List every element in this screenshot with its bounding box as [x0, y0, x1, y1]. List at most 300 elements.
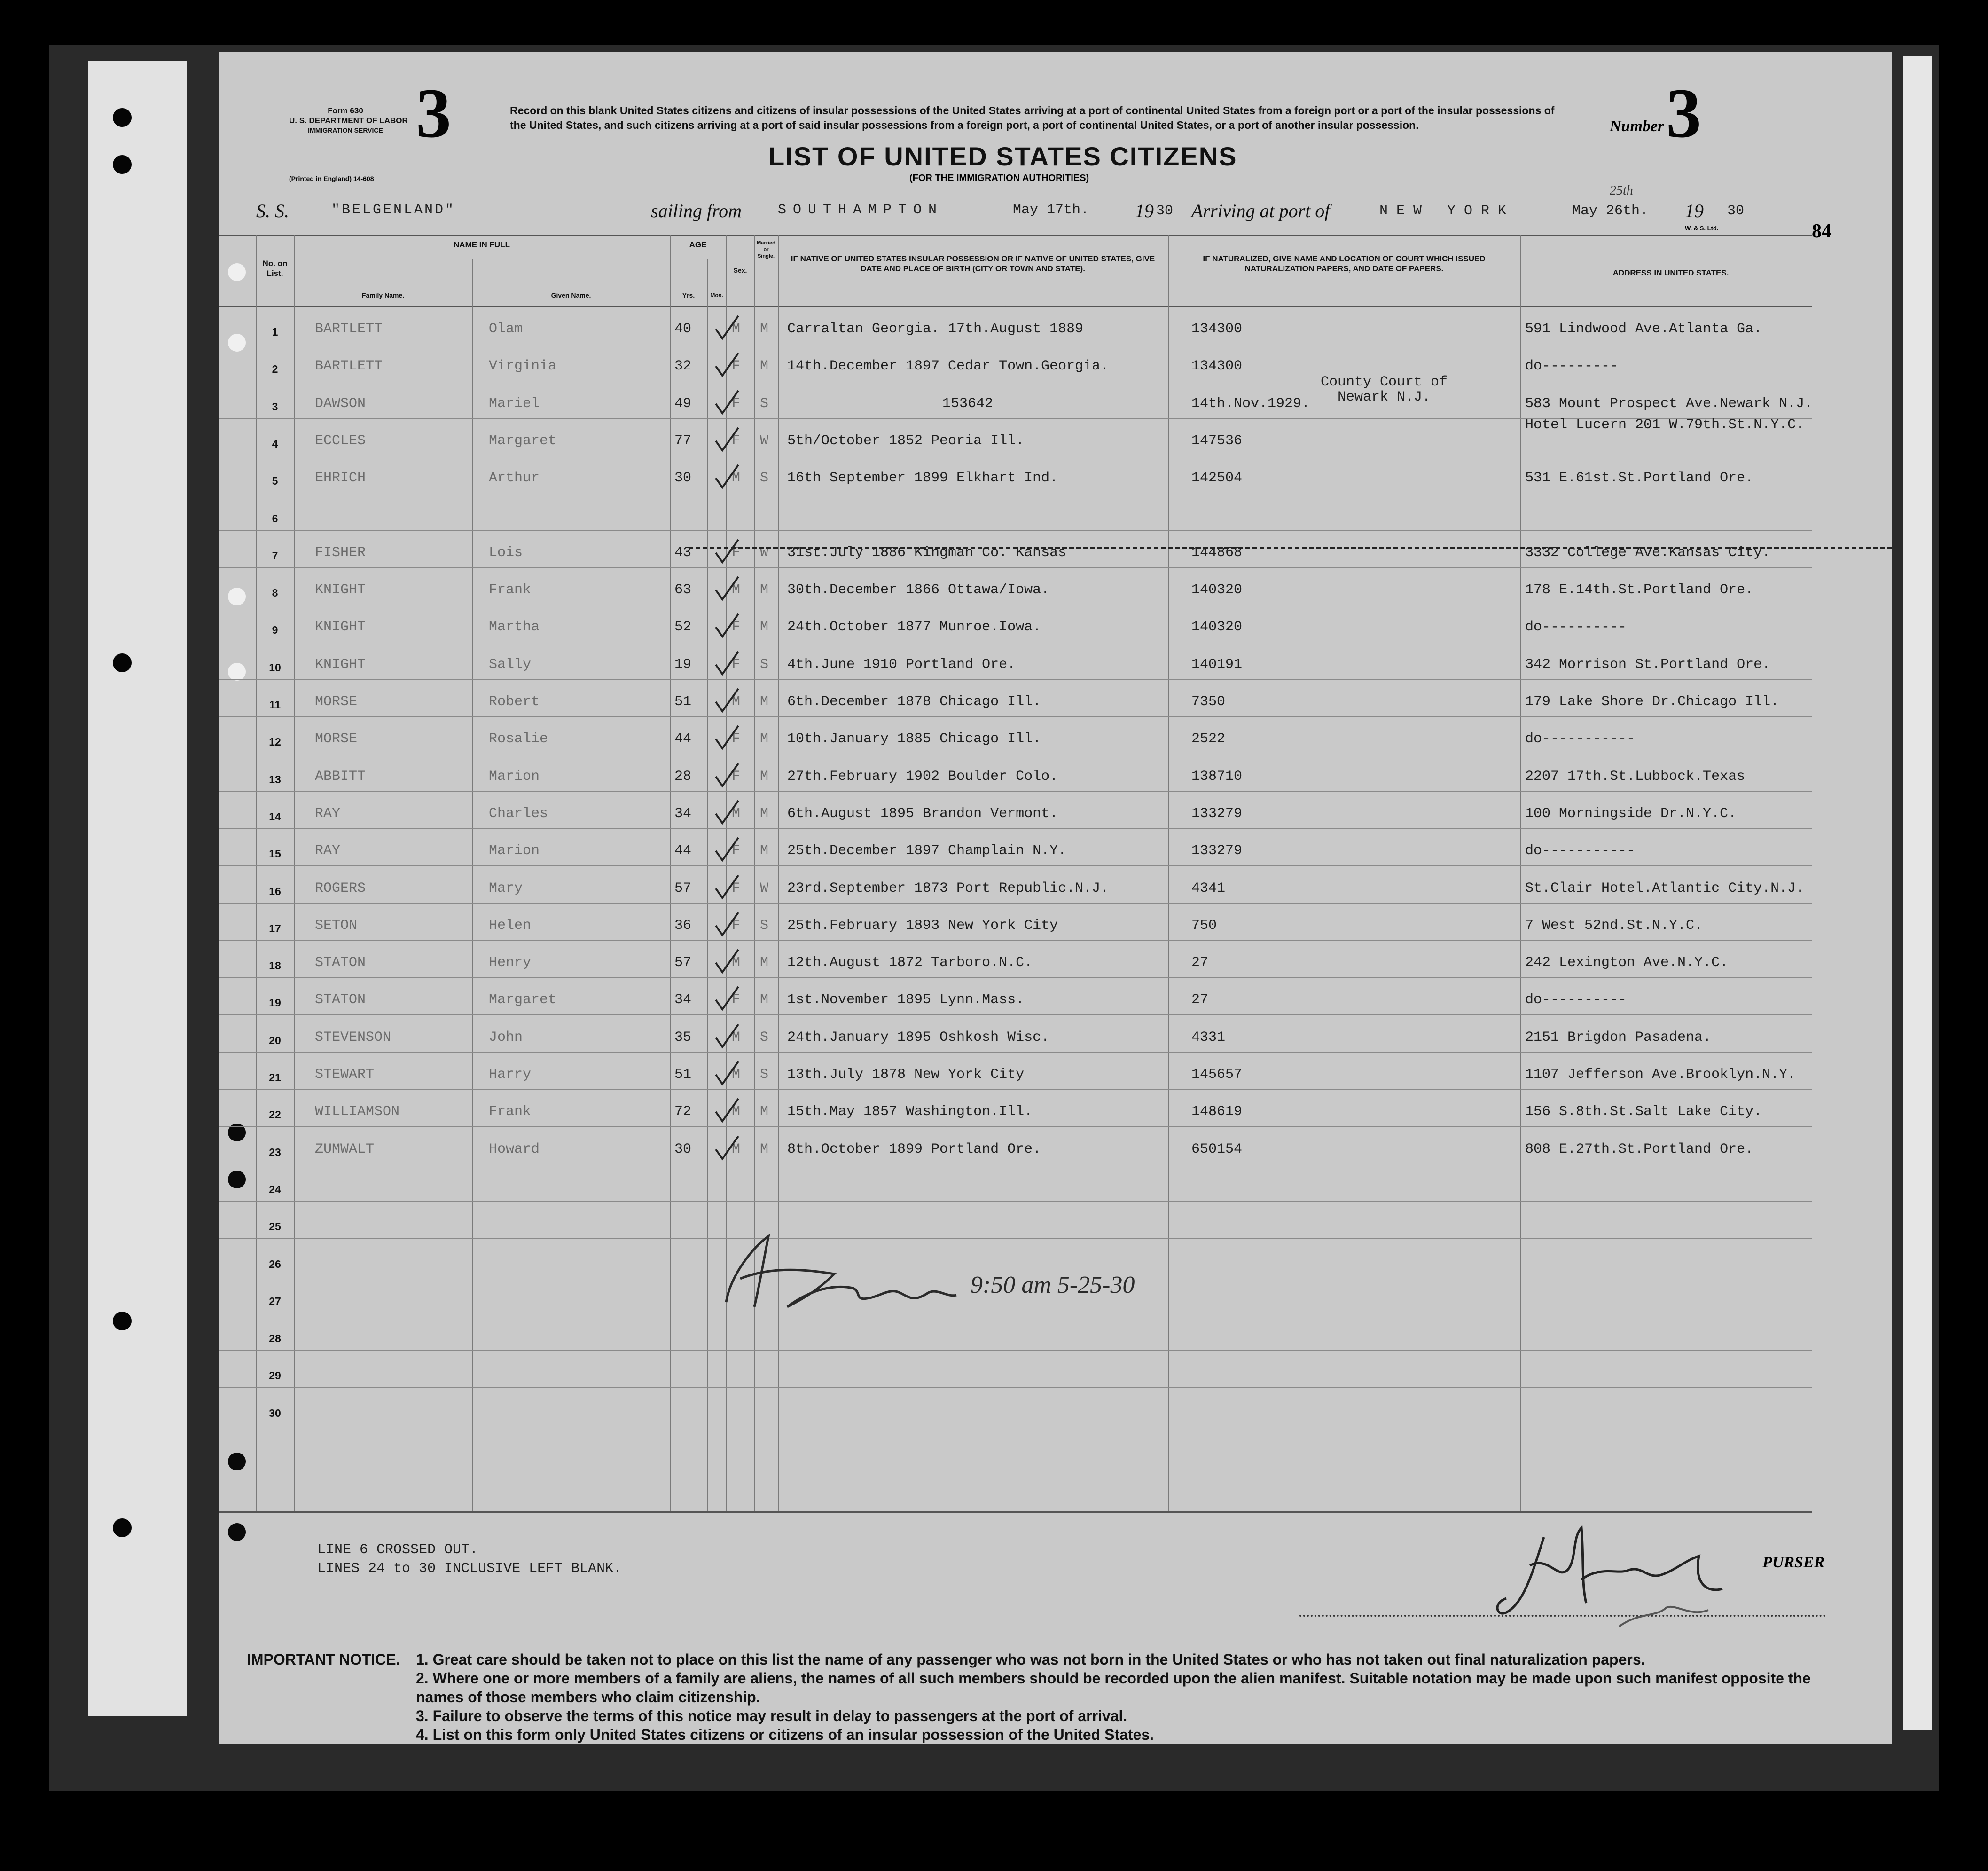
cell-birth: 4th.June 1910 Portland Ore. — [787, 657, 1016, 673]
row-rule — [219, 716, 1812, 717]
row-number: 5 — [272, 475, 278, 487]
to-year: 30 — [1727, 203, 1745, 219]
cell-birth: 27th.February 1902 Boulder Colo. — [787, 769, 1058, 785]
cell-age: 49 — [674, 396, 692, 412]
to-port: NEW YORK — [1379, 203, 1515, 219]
cell-birth: 25th.December 1897 Champlain N.Y. — [787, 843, 1067, 859]
cell-family: DAWSON — [315, 396, 366, 412]
row-rule — [219, 1014, 1812, 1015]
cell-family: MORSE — [315, 694, 358, 710]
cell-family: KNIGHT — [315, 582, 366, 598]
row-number: 2 — [272, 363, 278, 375]
cell-birth: 24th.January 1895 Oshkosh Wisc. — [787, 1030, 1050, 1046]
cell-nat: 147536 — [1191, 433, 1243, 449]
row-number: 17 — [269, 922, 281, 935]
cell-nat: 750 — [1191, 918, 1217, 934]
cell-addr: 100 Morningside Dr.N.Y.C. — [1525, 806, 1737, 822]
cell-ms: M — [760, 1141, 769, 1157]
cell-age: 34 — [674, 806, 692, 822]
printed-note: (Printed in England) 14-608 — [289, 175, 374, 182]
cell-sex: F — [732, 396, 741, 412]
page-title: LIST OF UNITED STATES CITIZENS — [768, 142, 1237, 171]
cell-birth: 16th September 1899 Elkhart Ind. — [787, 470, 1058, 486]
row-number: 25 — [269, 1220, 281, 1233]
cell-birth: 6th.August 1895 Brandon Vermont. — [787, 806, 1058, 822]
row-number: 3 — [272, 401, 278, 413]
cell-nat: 27 — [1191, 955, 1209, 971]
row-rule — [219, 1387, 1812, 1388]
cell-nat: 2522 — [1191, 731, 1226, 747]
row-number: 23 — [269, 1146, 281, 1158]
cell-ms: S — [760, 470, 769, 486]
cell-given: Arthur — [489, 470, 540, 486]
cell-given: Lois — [489, 545, 523, 561]
check-mark-icon — [712, 1097, 740, 1125]
row-rule — [219, 977, 1812, 978]
cell-ms: M — [760, 358, 769, 374]
row-number: 1 — [272, 326, 278, 338]
check-mark-icon — [712, 575, 740, 603]
row-rule — [219, 1350, 1812, 1351]
cell-ms: M — [760, 582, 769, 598]
form-id-block — [289, 106, 408, 135]
cell-age: 44 — [674, 843, 692, 859]
cell-given: Margaret — [489, 992, 557, 1008]
row-rule — [219, 1201, 1812, 1202]
col-married: Married or Single. — [757, 240, 775, 259]
col-address: ADDRESS IN UNITED STATES. — [1612, 268, 1729, 277]
check-mark-icon — [712, 873, 740, 902]
cell-sex: F — [732, 545, 741, 561]
col-family: Family Name. — [361, 291, 405, 299]
cell-family: STATON — [315, 992, 366, 1008]
cell-family: EHRICH — [315, 470, 366, 486]
cell-ms: S — [760, 396, 769, 412]
cell-ms: M — [760, 321, 769, 337]
cell-addr: 342 Morrison St.Portland Ore. — [1525, 657, 1771, 673]
purser-signature — [1487, 1509, 1760, 1631]
cell-addr: 179 Lake Shore Dr.Chicago Ill. — [1525, 694, 1779, 710]
cell-family: STEVENSON — [315, 1030, 391, 1046]
cell-given: Mariel — [489, 396, 540, 412]
from-year-prefix: 19 — [1135, 200, 1154, 221]
cell-addr: do----------- — [1525, 731, 1636, 747]
sheet-number-right: 3 — [1666, 74, 1701, 152]
cell-given: Howard — [489, 1141, 540, 1157]
cell-sex: F — [732, 918, 741, 934]
cell-age: 35 — [674, 1030, 692, 1046]
cell-nat: 138710 — [1191, 769, 1243, 785]
cell-given: Rosalie — [489, 731, 548, 747]
cell-birth: 31st.July 1886 Kingman Co. Kansas — [787, 545, 1067, 561]
cell-ms: S — [760, 657, 769, 673]
cell-age: 36 — [674, 918, 692, 934]
cell-nat: 140320 — [1191, 619, 1243, 635]
cell-family: RAY — [315, 843, 341, 859]
cell-addr: do----------- — [1525, 843, 1636, 859]
cell-nat: 4341 — [1191, 880, 1226, 896]
sailing-from-label: sailing from — [651, 200, 742, 221]
cell-age: 57 — [674, 880, 692, 896]
cell-birth: 10th.January 1885 Chicago Ill. — [787, 731, 1041, 747]
cell-ms: W — [760, 880, 769, 896]
cell-birth: Carraltan Georgia. 17th.August 1889 — [787, 321, 1084, 337]
cell-ms: M — [760, 619, 769, 635]
check-mark-icon — [712, 948, 740, 976]
cell-nat: 148619 — [1191, 1104, 1243, 1120]
cell-family: KNIGHT — [315, 657, 366, 673]
cell-given: John — [489, 1030, 523, 1046]
cell-family: SETON — [315, 918, 358, 934]
cell-birth: 25th.February 1893 New York City — [787, 918, 1058, 934]
cell-nat: 140320 — [1191, 582, 1243, 598]
cell-family: BARTLETT — [315, 321, 383, 337]
check-mark-icon — [712, 911, 740, 939]
cell-nat: 133279 — [1191, 843, 1243, 859]
cell-ms: M — [760, 1104, 769, 1120]
cell-nat: 4331 — [1191, 1030, 1226, 1046]
cell-sex: M — [732, 582, 741, 598]
cell-family: STATON — [315, 955, 366, 971]
cell-age: 19 — [674, 657, 692, 673]
notice-heading: IMPORTANT NOTICE. — [247, 1651, 400, 1668]
check-mark-icon — [712, 538, 740, 566]
cell-age: 34 — [674, 992, 692, 1008]
cell-family: RAY — [315, 806, 341, 822]
cell-given: Mary — [489, 880, 523, 896]
cell-given: Virginia — [489, 358, 557, 374]
table-header-rule — [219, 306, 1812, 307]
row-number: 8 — [272, 587, 278, 599]
row-number: 9 — [272, 624, 278, 636]
table-top-rule — [219, 235, 1812, 236]
row-number: 14 — [269, 810, 281, 823]
check-mark-icon — [712, 351, 740, 379]
cell-sex: F — [732, 358, 741, 374]
row-rule — [219, 865, 1812, 866]
cell-birth: 8th.October 1899 Portland Ore. — [787, 1141, 1041, 1157]
check-mark-icon — [712, 314, 740, 342]
cell-addr: 178 E.14th.St.Portland Ore. — [1525, 582, 1754, 598]
cell-addr: 3332 College Ave.Kansas City. — [1525, 545, 1771, 561]
cell-sex: M — [732, 694, 741, 710]
cell-ms: S — [760, 1067, 769, 1083]
from-port: SOUTHAMPTON — [778, 202, 944, 218]
cell-addr: 808 E.27th.St.Portland Ore. — [1525, 1141, 1754, 1157]
cell-sex: F — [732, 992, 741, 1008]
cell-sex: M — [732, 321, 741, 337]
cell-given: Charles — [489, 806, 548, 822]
row-number: 10 — [269, 661, 281, 674]
check-mark-icon — [712, 1022, 740, 1051]
cell-birth: 153642 — [942, 396, 994, 412]
service: IMMIGRATION SERVICE — [308, 126, 383, 134]
cell-given: Frank — [489, 582, 532, 598]
cell-age: 30 — [674, 1141, 692, 1157]
cell-age: 40 — [674, 321, 692, 337]
sheet-number-left: 3 — [416, 74, 451, 152]
cell-family: MORSE — [315, 731, 358, 747]
cell-ms: M — [760, 843, 769, 859]
cell-sex: F — [732, 619, 741, 635]
row-rule — [219, 679, 1812, 680]
ship-name: "BELGENLAND" — [331, 202, 456, 218]
check-mark-icon — [712, 650, 740, 678]
row-number: 28 — [269, 1332, 281, 1344]
cell-birth: 5th/October 1852 Peoria Ill. — [787, 433, 1025, 449]
cell-family: ABBITT — [315, 769, 366, 785]
arriving-label: Arriving at port of — [1191, 200, 1330, 221]
check-mark-icon — [712, 389, 740, 417]
cell-addr: 242 Lexington Ave.N.Y.C. — [1525, 955, 1729, 971]
footer-note-1: LINE 6 CROSSED OUT. — [317, 1542, 478, 1558]
immigration-signature — [712, 1218, 1158, 1326]
cell-family: KNIGHT — [315, 619, 366, 635]
footer-note-2: LINES 24 to 30 INCLUSIVE LEFT BLANK. — [317, 1561, 622, 1577]
cell-nat: 650154 — [1191, 1141, 1243, 1157]
row-rule — [219, 1052, 1812, 1053]
cell-ms: M — [760, 731, 769, 747]
from-date: May 17th. — [1013, 202, 1089, 218]
check-mark-icon — [712, 724, 740, 752]
to-year-prefix: 19 — [1685, 200, 1704, 221]
cell-addr: 531 E.61st.St.Portland Ore. — [1525, 470, 1754, 486]
cell-addr: 2151 Brigdon Pasadena. — [1525, 1030, 1712, 1046]
purser-label: PURSER — [1762, 1554, 1825, 1571]
cell-addr: St.Clair Hotel.Atlantic City.N.J. — [1525, 880, 1805, 896]
manifest-page — [219, 52, 1892, 1744]
cell-sex: M — [732, 1141, 741, 1157]
cell-nat: 142504 — [1191, 470, 1243, 486]
row-number: 13 — [269, 773, 281, 786]
form-number: Form 630 — [328, 106, 363, 115]
cell-given: Olam — [489, 321, 523, 337]
cell-ms: M — [760, 694, 769, 710]
cell-nat: 134300 — [1191, 358, 1243, 374]
to-date-correction: 25th — [1610, 183, 1633, 198]
cell-ms: W — [760, 545, 769, 561]
printer-mark: W. & S. Ltd. — [1685, 225, 1719, 232]
col-native: IF NATIVE OF UNITED STATES INSULAR POSSESSION OR IF NATIVE OF UNITED STATES, GIVE DATE AND PLACE OF BIRTH (CITY OR TOWN AND STATE). — [791, 254, 1155, 273]
cell-sex: F — [732, 731, 741, 747]
cell-given: Helen — [489, 918, 532, 934]
check-mark-icon — [712, 687, 740, 715]
cell-given: Henry — [489, 955, 532, 971]
cell-family: BARTLETT — [315, 358, 383, 374]
cell-sex: F — [732, 843, 741, 859]
row-rule — [219, 1089, 1812, 1090]
cell-sex: F — [732, 769, 741, 785]
notice-item-1: 1. Great care should be taken not to place on this list the name of any passenger who was not born in the United States or who has not taken out final naturalization papers. — [416, 1651, 1645, 1668]
col-yrs: Yrs. — [682, 291, 695, 299]
cell-birth: 6th.December 1878 Chicago Ill. — [787, 694, 1041, 710]
cell-ms: S — [760, 918, 769, 934]
cell-addr: 156 S.8th.St.Salt Lake City. — [1525, 1104, 1762, 1120]
check-mark-icon — [712, 799, 740, 827]
row-number: 27 — [269, 1295, 281, 1307]
cell-sex: F — [732, 880, 741, 896]
to-date: May 26th. — [1572, 203, 1649, 219]
cell-age: 32 — [674, 358, 692, 374]
cell-given: Frank — [489, 1104, 532, 1120]
row-rule — [219, 530, 1812, 531]
handwritten-time-note: 9:50 am 5-25-30 — [971, 1272, 1135, 1298]
cell-birth: 12th.August 1872 Tarboro.N.C. — [787, 955, 1033, 971]
notice-item-4: 4. List on this form only United States citizens or citizens of an insular possession of the United States. — [416, 1726, 1154, 1743]
cell-sex: M — [732, 1030, 741, 1046]
cell-given: Marion — [489, 843, 540, 859]
cell-age: 57 — [674, 955, 692, 971]
department: U. S. DEPARTMENT OF LABOR — [289, 116, 408, 125]
row-number: 6 — [272, 512, 278, 525]
row-number: 12 — [269, 736, 281, 748]
row-number: 22 — [269, 1108, 281, 1121]
page-number: 84 — [1812, 220, 1831, 242]
row-rule — [219, 903, 1812, 904]
record-instruction: Record on this blank United States citizens and citizens of insular possessions of the United States arriving at a port of continental United States from a foreign port or a port of the insular possessions of the United States, and such citizens arriving at a port of said insular possessions from a foreign port, a port of continental United States, or a port of another insular possession. — [510, 104, 1555, 131]
cell-ms: W — [760, 433, 769, 449]
row-rule — [219, 567, 1812, 568]
cell-sex: M — [732, 806, 741, 822]
cell-birth: 14th.December 1897 Cedar Town.Georgia. — [787, 358, 1109, 374]
notice-item-3: 3. Failure to observe the terms of this notice may result in delay to passengers at the port of arrival. — [416, 1707, 1127, 1724]
cell-age: 30 — [674, 470, 692, 486]
cell-age: 63 — [674, 582, 692, 598]
line6-crossout — [689, 547, 1892, 549]
cell-sex: F — [732, 657, 741, 673]
check-mark-icon — [712, 1060, 740, 1088]
row-number: 15 — [269, 848, 281, 860]
cell-sex: M — [732, 470, 741, 486]
from-year: 30 — [1156, 203, 1174, 219]
row-number: 4 — [272, 438, 278, 450]
cell-nat: 7350 — [1191, 694, 1226, 710]
row-number: 26 — [269, 1258, 281, 1270]
row-rule — [219, 1126, 1812, 1127]
cell-age: 28 — [674, 769, 692, 785]
cell-ms: M — [760, 955, 769, 971]
cell-birth: 1st.November 1895 Lynn.Mass. — [787, 992, 1025, 1008]
cell-birth: 23rd.September 1873 Port Republic.N.J. — [787, 880, 1109, 896]
cell-sex: M — [732, 1067, 741, 1083]
cell-addr: do---------- — [1525, 619, 1627, 635]
row-number: 24 — [269, 1183, 281, 1195]
cell-age: 43 — [674, 545, 692, 561]
cell-family: ECCLES — [315, 433, 366, 449]
cell-sex: M — [732, 1104, 741, 1120]
check-mark-icon — [712, 836, 740, 864]
cell-ms: M — [760, 769, 769, 785]
cell-addr: do---------- — [1525, 992, 1627, 1008]
row-rule — [219, 940, 1812, 941]
col-naturalized: IF NATURALIZED, GIVE NAME AND LOCATION OF COURT WHICH ISSUED NATURALIZATION PAPERS, AND DATE OF PAPERS. — [1203, 254, 1486, 273]
check-mark-icon — [712, 426, 740, 454]
cell-addr: 1107 Jefferson Ave.Brooklyn.N.Y. — [1525, 1067, 1796, 1083]
cell-birth: 13th.July 1878 New York City — [787, 1067, 1025, 1083]
check-mark-icon — [712, 762, 740, 790]
notice-items — [416, 1650, 1826, 1744]
number-label: Number — [1610, 118, 1664, 135]
col-age: AGE — [689, 240, 707, 249]
col-name: NAME IN FULL — [454, 240, 510, 249]
row-rule — [219, 828, 1812, 829]
row-number: 29 — [269, 1369, 281, 1382]
notice-item-2: 2. Where one or more members of a family are aliens, the names of all such members should be recorded upon the alien manifest. Suitable notation may be made upon such manifest opposite the names of those members who claim citizenship. — [416, 1670, 1811, 1706]
cell-family: STEWART — [315, 1067, 375, 1083]
right-page-edge — [1903, 56, 1932, 1730]
cell-nat: 145657 — [1191, 1067, 1243, 1083]
cell-given: Sally — [489, 657, 532, 673]
check-mark-icon — [712, 463, 740, 491]
cell-birth: 24th.October 1877 Munroe.Iowa. — [787, 619, 1041, 635]
cell-birth: 15th.May 1857 Washington.Ill. — [787, 1104, 1033, 1120]
cell-family: ZUMWALT — [315, 1141, 375, 1157]
row-number: 7 — [272, 550, 278, 562]
cell-family: ROGERS — [315, 880, 366, 896]
cell-court: County Court of Newark N.J. — [1320, 374, 1448, 405]
cell-given: Harry — [489, 1067, 532, 1083]
cell-family: FISHER — [315, 545, 366, 561]
cell-addr: do--------- — [1525, 358, 1619, 374]
cell-nat: 14th.Nov.1929. — [1191, 396, 1310, 412]
cell-age: 77 — [674, 433, 692, 449]
cell-nat: 27 — [1191, 992, 1209, 1008]
check-mark-icon — [712, 612, 740, 640]
cell-ms: M — [760, 992, 769, 1008]
cell-addr: 583 Mount Prospect Ave.Newark N.J. — [1525, 396, 1813, 412]
row-number: 30 — [269, 1407, 281, 1419]
cell-sex: F — [732, 433, 741, 449]
row-number: 11 — [269, 699, 281, 711]
cell-addr: 7 West 52nd.St.N.Y.C. — [1525, 918, 1703, 934]
row-rule — [219, 791, 1812, 792]
cell-addr: Hotel Lucern 201 W.79th.St.N.Y.C. — [1525, 417, 1805, 433]
cell-family: WILLIAMSON — [315, 1104, 400, 1120]
row-number: 21 — [269, 1071, 281, 1084]
cell-age: 72 — [674, 1104, 692, 1120]
cell-age: 51 — [674, 694, 692, 710]
page-subtitle: (FOR THE IMMIGRATION AUTHORITIES) — [909, 173, 1089, 183]
row-number: 20 — [269, 1034, 281, 1046]
cell-ms: S — [760, 1030, 769, 1046]
cell-nat: 134300 — [1191, 321, 1243, 337]
cell-ms: M — [760, 806, 769, 822]
ss-label: S. S. — [256, 200, 289, 221]
cell-addr: 591 Lindwood Ave.Atlanta Ga. — [1525, 321, 1762, 337]
cell-age: 52 — [674, 619, 692, 635]
cell-nat: 144868 — [1191, 545, 1243, 561]
col-no: No. on List. — [262, 259, 288, 278]
row-number: 16 — [269, 885, 281, 897]
cell-given: Margaret — [489, 433, 557, 449]
cell-age: 51 — [674, 1067, 692, 1083]
cell-given: Marion — [489, 769, 540, 785]
col-sex: Sex. — [733, 267, 747, 274]
row-number: 18 — [269, 959, 281, 972]
row-number: 19 — [269, 997, 281, 1009]
cell-nat: 133279 — [1191, 806, 1243, 822]
cell-sex: M — [732, 955, 741, 971]
binding-strip — [88, 61, 187, 1716]
cell-addr: 2207 17th.St.Lubbock.Texas — [1525, 769, 1745, 785]
col-given: Given Name. — [551, 291, 591, 299]
check-mark-icon — [712, 1134, 740, 1163]
col-mos: Mos. — [710, 292, 723, 299]
check-mark-icon — [712, 985, 740, 1013]
cell-given: Martha — [489, 619, 540, 635]
cell-given: Robert — [489, 694, 540, 710]
cell-birth: 30th.December 1866 Ottawa/Iowa. — [787, 582, 1050, 598]
